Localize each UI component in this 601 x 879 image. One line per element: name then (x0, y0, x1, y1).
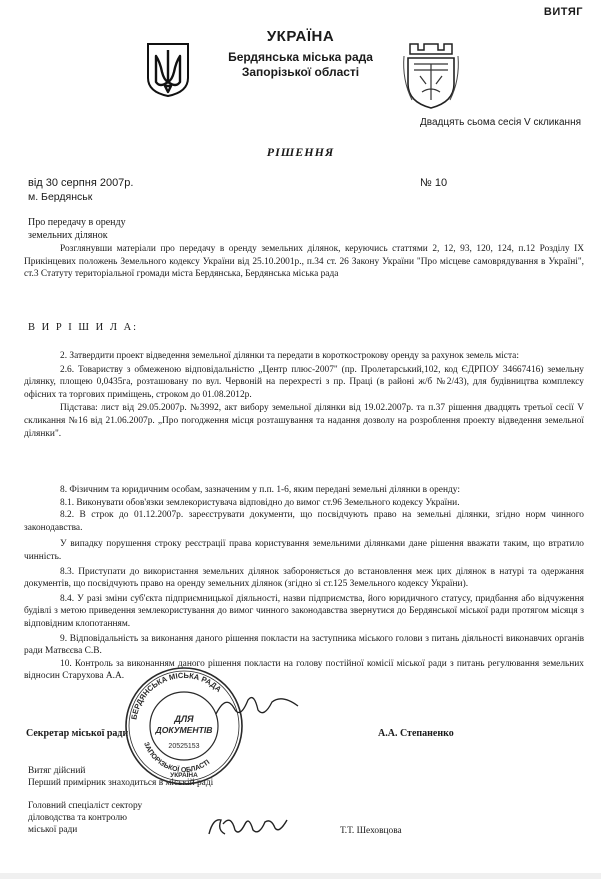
stamp-center-line-1: ДЛЯ (174, 714, 194, 724)
council-line-1: Бердянська міська рада (228, 50, 373, 64)
chief-specialist-name: Т.Т. Шеховцова (340, 826, 402, 836)
official-stamp (122, 664, 246, 788)
secretary-name: А.А. Степаненко (378, 728, 454, 739)
chief-specialist-block (28, 800, 142, 836)
subject-line-2: земельних ділянок (28, 230, 108, 241)
secretary-signature-line (26, 728, 586, 739)
decided-heading: В И Р І Ш И Л А: (28, 322, 139, 333)
preamble-block (24, 243, 584, 281)
item-violation: У випадку порушення строку реєстрації права користування земельними ділянками дане рішення вважати таким, що втратило чинність. (24, 539, 584, 562)
secretary-signature-icon (212, 690, 304, 724)
country-title: УКРАЇНА (266, 28, 335, 45)
decision-number: № 10 (420, 177, 448, 189)
document-title: РІШЕННЯ (266, 145, 335, 159)
session-line: Двадцять сьома сесія V скликання (419, 117, 581, 128)
decision-items-1 (24, 350, 584, 440)
stamp-ring-bottom: ЗАПОРІЗЬКОЇ ОБЛАСТІ (142, 741, 212, 775)
decision-subject (28, 216, 126, 242)
decision-city: м. Бердянськ (28, 191, 93, 203)
item-2: 2. Затвердити проект відведення земельної ділянки та передати в короткострокову оренду за рахунок земель міста: (60, 351, 519, 361)
council-line-2: Запорізької області (241, 65, 360, 79)
item-8: 8. Фізичним та юридичним особам, зазначеним у п.п. 1-6, яким передані земельні ділянки в оренду: (60, 485, 460, 495)
preamble-text: Розглянувши матеріали про передачу в оренду земельних ділянок, керуючись статтями 2, 12, 93, 120, 124, п.12 Розділу IX Прикінцевих положень Земельного кодексу України від 25.10.2001р., п.34 ст. 26 Закону України "Про місцеве самоврядування в Україні", ст.3 Статуту територіальної громади міста Бердянська, Бердянська міська рада (24, 244, 584, 280)
stamp-code: 20525153 (168, 743, 200, 750)
city-coat-of-arms-icon (400, 40, 462, 112)
stamp-ring-top: БЕРДЯНСЬКА МІСЬКА РАДА (129, 670, 224, 721)
extract-note-line-2: Перший примірник знаходиться в міській раді (28, 778, 214, 788)
decision-date: від 30 серпня 2007р. (28, 177, 134, 189)
chief-signature-icon (205, 812, 291, 842)
item-10: 10. Контроль за виконанням даного рішення покласти на голову постійної комісії міської ради з питань регулювання земельних відносин Старухова А.А. (24, 658, 584, 682)
council-name (0, 50, 601, 80)
secretary-role: Секретар міської ради (26, 728, 129, 739)
item-8-3: 8.3. Приступати до використання земельних ділянок забороняється до встановлення меж цих ділянок в натурі та одержання документів, що посвідчують право на оренду земельних ділянок (згідно зі ст.125 Земельного кодексу України). (24, 566, 584, 590)
subject-line-1: Про передачу в оренду (28, 217, 126, 228)
stamp-center-line-2: ДОКУМЕНТІВ (155, 725, 213, 735)
extract-note-line-1: Витяг дійсний (28, 766, 86, 776)
decision-items-2 (24, 484, 584, 683)
item-9: 9. Відповідальність за виконання даного рішення покласти на заступника міського голови з питань діяльності виконавчих органів ради Матвєєва С.В. (24, 633, 584, 657)
chief-line-3: міської ради (28, 825, 78, 835)
item-8-4: 8.4. У разі зміни суб'єкта підприємницької діяльності, назви підприємства, його юридичного статусу, придбання або відчуження будівлі з метою приведення землекористування до вимог чинного законодавства звернутися до Бердянської міської ради протягом місяця з відповідним клопотанням. (24, 593, 584, 629)
scan-bottom-edge (0, 873, 601, 879)
item-2-6: 2.6. Товариству з обмеженою відповідальністю „Центр плюс-2007" (пр. Пролетарський,102, код ЄДРПОУ 34667416) земельну ділянку, площею 0,0435га, розташовану по вул. Червоній на перехресті з пр. Праці (в районі ж/б №2/43), для будівництва комплексу офісних та торгових приміщень, строком до 01.08.2012р. (24, 364, 584, 400)
chief-line-2: діловодства та контролю (28, 813, 127, 823)
extract-label: ВИТЯГ (543, 6, 583, 18)
chief-line-1: Головний спеціаліст сектору (28, 801, 143, 811)
item-8-1: 8.1. Виконувати обов'язки землекористувача відповідно до вимог ст.96 Земельного кодексу України. (60, 497, 460, 508)
item-basis: Підстава: лист від 29.05.2007р. №3992, акт вибору земельної ділянки від 19.02.2007р. та п.37 рішення двадцять третьої сесії V скликання №16 від 21.06.2007р. „Про погодження місця розташування та надання дозволу на розроблення проекту відведення земельної ділянки". (24, 403, 584, 439)
item-8-2: 8.2. В строк до 01.12.2007р. зареєструвати документи, що посвідчують право на земельні ділянки, згідно норм чинного законодавства. (24, 510, 584, 533)
stamp-ukraine: УКРАЇНА (170, 772, 198, 779)
